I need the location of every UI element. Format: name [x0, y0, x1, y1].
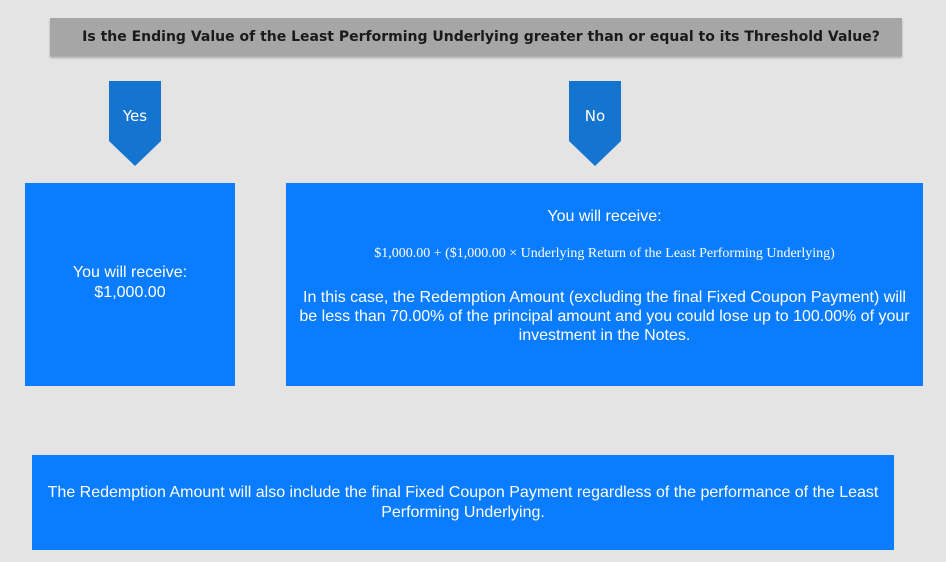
yes-outcome-box: [25, 183, 235, 386]
yes-receive-text: You will receive:: [72, 263, 188, 281]
no-formula: $1,000.00 + ($1,000.00 × Underlying Return of the Least Performing Underlying): [374, 246, 835, 261]
yes-label: Yes: [122, 107, 148, 125]
no-label: No: [584, 107, 606, 125]
yes-amount: $1,000.00: [94, 283, 166, 301]
coupon-note-text: The Redemption Amount will also include the final Fixed Coupon Payment regardless of the performance of the Least Performing Underlying.: [47, 483, 879, 521]
yes-arrow: [109, 81, 163, 167]
coupon-note-box: [32, 455, 894, 550]
no-receive-text: You will receive:: [547, 208, 662, 225]
question-text: Is the Ending Value of the Least Performing Underlying greater than or equal to its Threshold Value?: [82, 29, 880, 45]
no-explanation: In this case, the Redemption Amount (excluding the final Fixed Coupon Payment) will be less than 70.00% of the principal amount and you could lose up to 100.00% of your investment in the Notes.: [299, 289, 910, 344]
no-outcome-box: [286, 183, 923, 386]
question-banner: [50, 18, 902, 56]
no-arrow: [569, 81, 623, 167]
